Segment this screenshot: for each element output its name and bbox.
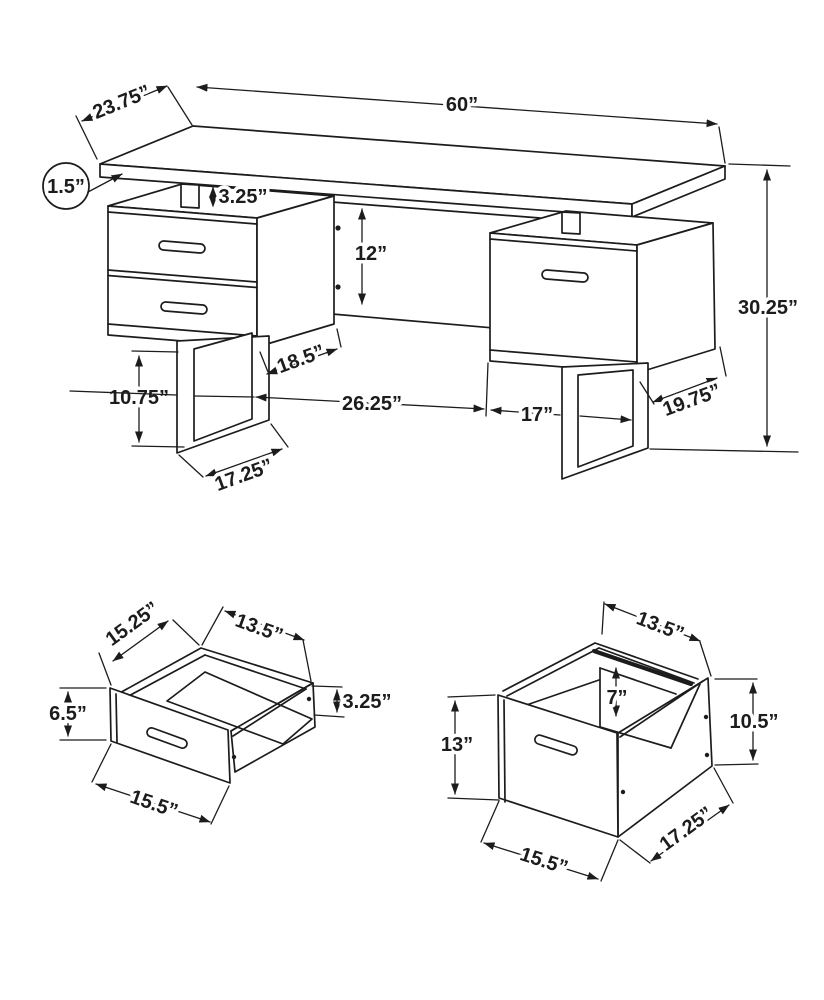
dim-inner-width: 13.5”	[633, 607, 687, 646]
desk-assembly-view	[43, 81, 798, 496]
support-post	[562, 212, 580, 234]
dim-right-pedestal-depth: 19.75”	[659, 379, 724, 421]
dim-rail-clearance: 7”	[606, 687, 628, 709]
screw-icon	[704, 715, 708, 719]
hanging-rail	[594, 651, 691, 684]
support-post	[181, 184, 199, 208]
dim-front-height: 6.5”	[49, 703, 87, 725]
drawer-front-edge	[504, 700, 505, 802]
dim-left-pedestal-depth: 18.5”	[274, 340, 328, 379]
dim-panel-height: 12”	[354, 243, 388, 265]
dim-overall-height: 30.25”	[737, 297, 799, 319]
screw-icon	[705, 753, 709, 757]
screw-icon	[307, 697, 311, 701]
right-leg	[562, 363, 648, 479]
screw-icon	[335, 225, 340, 230]
dim-leg-base-depth: 17.25”	[211, 454, 276, 496]
left-leg	[177, 333, 269, 453]
dim-inner-width: 13.5”	[232, 609, 286, 648]
dim-box-height: 3.25”	[342, 691, 392, 713]
dim-box-height: 10.5”	[729, 711, 779, 733]
dim-top-thickness: 1.5”	[47, 176, 85, 198]
drawer-rim-inner	[507, 648, 599, 696]
dim-box-depth: 17.25”	[655, 802, 718, 856]
file-drawer-view	[441, 602, 779, 881]
dim-leg-height: 10.75”	[108, 387, 170, 409]
dim-front-width: 15.5”	[517, 843, 571, 880]
right-pedestal	[490, 211, 715, 373]
screw-icon	[232, 755, 236, 759]
screw-icon	[621, 790, 625, 794]
dim-right-leg-inset: 17”	[520, 404, 554, 426]
screw-icon	[335, 284, 340, 289]
dim-top-depth: 23.75”	[89, 80, 154, 124]
dim-top-width: 60”	[445, 94, 479, 116]
dim-front-width: 15.5”	[127, 785, 181, 823]
left-pedestal	[108, 184, 334, 347]
dim-knee-clearance: 26.25”	[341, 393, 403, 415]
dim-top-clearance: 3.25”	[218, 186, 268, 208]
small-drawer-view	[49, 598, 391, 824]
dim-front-height: 13”	[440, 734, 474, 756]
drawer-front-edge	[116, 694, 117, 742]
drawer-rim-inner	[599, 648, 694, 683]
dim-inner-depth: 15.25”	[101, 597, 164, 651]
